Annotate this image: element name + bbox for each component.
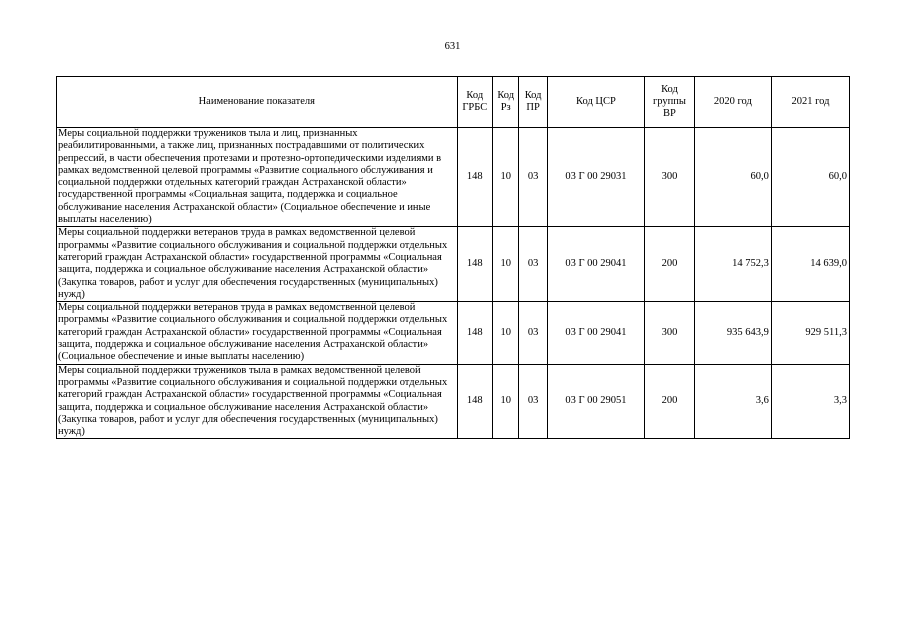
row-vr: 200 bbox=[645, 364, 695, 439]
row-2020: 935 643,9 bbox=[694, 302, 771, 364]
row-vr: 200 bbox=[645, 227, 695, 302]
row-name: Меры социальной поддержки ветеранов труда в рамках ведомственной целевой программы «Развитие социального обслуживания и социальной поддержки отдельных категорий граждан Астраханской области» государственной программы «Социальная защита, поддержка и социальное обслуживание населения Астраханской области» (Социальное обеспечение и иные выплаты населению) bbox=[57, 302, 458, 364]
row-name: Меры социальной поддержки ветеранов труда в рамках ведомственной целевой программы «Развитие социального обслуживания и социальной поддержки отдельных категорий граждан Астраханской области» государственной программы «Социальная защита, поддержка и социальное обслуживание населения Астраханской области» (Закупка товаров, работ и услуг для обеспечения государственных (муниципальных) нужд) bbox=[57, 227, 458, 302]
table-row bbox=[57, 302, 850, 364]
table-row bbox=[57, 227, 850, 302]
row-2021: 3,3 bbox=[771, 364, 849, 439]
header-name: Наименование показателя bbox=[57, 77, 458, 128]
row-2021: 14 639,0 bbox=[771, 227, 849, 302]
row-csr: 03 Г 00 29041 bbox=[547, 227, 644, 302]
row-csr: 03 Г 00 29041 bbox=[547, 302, 644, 364]
row-csr: 03 Г 00 29031 bbox=[547, 128, 644, 227]
row-rz: 10 bbox=[493, 302, 519, 364]
header-2021: 2021 год bbox=[771, 77, 849, 128]
table-row bbox=[57, 128, 850, 227]
row-2020: 60,0 bbox=[694, 128, 771, 227]
row-2020: 3,6 bbox=[694, 364, 771, 439]
row-pr: 03 bbox=[519, 302, 547, 364]
row-pr: 03 bbox=[519, 227, 547, 302]
row-pr: 03 bbox=[519, 128, 547, 227]
row-vr: 300 bbox=[645, 128, 695, 227]
row-grbs: 148 bbox=[457, 302, 492, 364]
page-number: 631 bbox=[444, 41, 461, 52]
header-vr: Код группы ВР bbox=[645, 77, 695, 128]
budget-table bbox=[56, 76, 850, 439]
header-rz: Код Рз bbox=[493, 77, 519, 128]
header-grbs: Код ГРБС bbox=[457, 77, 492, 128]
header-csr: Код ЦСР bbox=[547, 77, 644, 128]
row-grbs: 148 bbox=[457, 364, 492, 439]
row-2021: 929 511,3 bbox=[771, 302, 849, 364]
row-2020: 14 752,3 bbox=[694, 227, 771, 302]
row-rz: 10 bbox=[493, 128, 519, 227]
row-2021: 60,0 bbox=[771, 128, 849, 227]
row-pr: 03 bbox=[519, 364, 547, 439]
table-header-row bbox=[57, 77, 850, 128]
row-grbs: 148 bbox=[457, 128, 492, 227]
header-pr: Код ПР bbox=[519, 77, 547, 128]
row-rz: 10 bbox=[493, 364, 519, 439]
row-name: Меры социальной поддержки тружеников тыла в рамках ведомственной целевой программы «Развитие социального обслуживания и социальной поддержки отдельных категорий граждан Астраханской области» государственной программы «Социальная защита, поддержка и социальное обслуживание населения Астраханской области» (Закупка товаров, работ и услуг для обеспечения государственных (муниципальных) нужд) bbox=[57, 364, 458, 439]
row-name: Меры социальной поддержки тружеников тыла и лиц, признанных реабилитированными, а также лиц, признанных пострадавшими от политических репрессий, в части обеспечения протезами и протезно-ортопедическими изделиями в рамках ведомственной целевой программы «Развитие социального обслуживания и социальной поддержки отдельных категорий граждан Астраханской области» государственной программы «Социальная защита, поддержка и социальное обслуживание населения Астраханской области» (Социальное обеспечение и иные выплаты населению) bbox=[57, 128, 458, 227]
row-rz: 10 bbox=[493, 227, 519, 302]
header-2020: 2020 год bbox=[694, 77, 771, 128]
table-row bbox=[57, 364, 850, 439]
row-grbs: 148 bbox=[457, 227, 492, 302]
row-csr: 03 Г 00 29051 bbox=[547, 364, 644, 439]
row-vr: 300 bbox=[645, 302, 695, 364]
